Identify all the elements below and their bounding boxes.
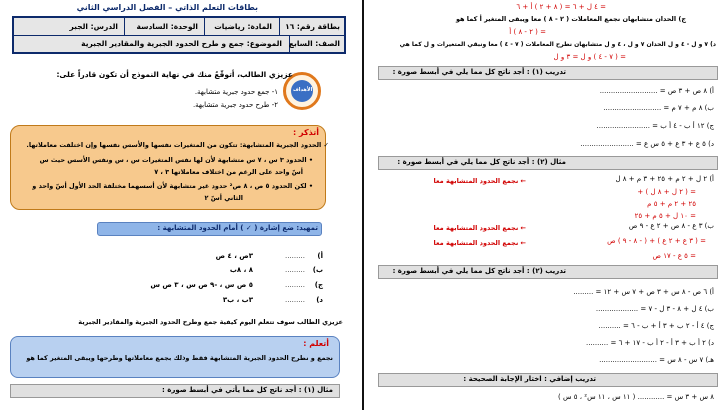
exercise-line[interactable]: ج) ١٢ أ ب - ٤ أ ب = ........................ bbox=[596, 122, 714, 130]
worked-line: د) ٧ و ل - ٤ و ل الحدان ٧ و ل ، ٤ و ل متشابهان نطرح المعاملات ( ٧ - ٤ ) معا ونبقي المتغيرات و ل كما هي bbox=[399, 41, 716, 48]
prep-title: تمهيد: ضع إشارة ( ✓ ) أمام الحدود المتشابهة : bbox=[157, 224, 318, 232]
note-arrow: ← نجمع الحدود المتشابهة معا bbox=[433, 177, 526, 185]
answer-blank[interactable]: ......... bbox=[284, 296, 305, 304]
worked-line: ٢٥ + ٢ م + ٥ م bbox=[647, 200, 696, 208]
goal-item: ١- جمع حدود جبرية متشابهة. bbox=[194, 88, 278, 96]
option-expression: ٨ ، ٨ب bbox=[229, 266, 253, 274]
lesson: الدرس: الجبر bbox=[69, 22, 118, 31]
card-number: بطاقة رقم: ١٦ bbox=[285, 22, 340, 31]
unit: الوحدة: السادسة bbox=[136, 22, 198, 31]
remember-line: الثاني أسّ ٢ bbox=[204, 194, 243, 202]
intro-text: عزيزي الطالب، أتوقّعُ منك في نهاية النموذج أن تكون قادراً على: bbox=[56, 70, 293, 79]
option-letter: د) bbox=[316, 296, 323, 304]
worked-line: ب) ٣ ع - ٨ ص + ٢ ع - ٩ ص bbox=[628, 222, 714, 230]
subject: المادة: رياضيات bbox=[214, 22, 272, 31]
dear-student-line: عزيزي الطالب سوف تتعلم اليوم كيفية جمع وطرح الحدود الجبرية والمقادير الجبرية bbox=[78, 318, 343, 326]
answer-blank[interactable]: ......... bbox=[284, 281, 305, 289]
exercise-line[interactable]: هـ) ٧ س - ٨ س = .......................... bbox=[599, 356, 714, 364]
worked-line: = ١٠ ل + ٥ م + ٢٥ bbox=[634, 212, 696, 220]
worked-line: = ( ٧ - ٤ ) و ل = ٣ و ل bbox=[553, 53, 626, 61]
example1-title: مثال (١) : أجد ناتج كل مما يأتي في أبسط صورة : bbox=[162, 386, 333, 394]
learn-title: أتعلم : bbox=[303, 339, 329, 348]
option-letter: أ) bbox=[317, 252, 323, 260]
worked-line: أ) ٢ ل + ٢ م + ٢٥ + ٣ م + ٨ ل bbox=[615, 175, 714, 183]
worked-line: = ( ٣ ع + ٢ ع ) + ( - ٨ - ٩ ) ص bbox=[607, 237, 706, 245]
worked-line: = ( ٢ ل + ٨ ل ) + bbox=[637, 188, 696, 196]
exercise-line[interactable]: أ) ٦ ص - ٨ س + ٣ ص + ٧ س + ١٢ = ......... bbox=[573, 288, 714, 296]
page-gutter bbox=[353, 0, 373, 410]
topic: الموضوع: جمع و طرح الحدود الجبرية والمقادير الجبرية bbox=[81, 39, 282, 48]
worked-line: = ( ٢ - ٨ ) أ bbox=[509, 28, 546, 36]
left-page bbox=[0, 0, 353, 410]
answer-blank[interactable]: ......... bbox=[284, 266, 305, 274]
remember-line: أسّ واحد على الرغم من اختلاف معاملاتها ٣ ، ٧ bbox=[154, 168, 303, 176]
remember-line: • الحدود ٣ س ، ٧ س متشابهة لأن لها نفس المتغيرات س ، س ونفس الأسس حيث س bbox=[39, 156, 313, 164]
note-arrow: ← نجمع الحدود المتشابهة معا bbox=[433, 239, 526, 247]
extra-training-title: تدريب إضافي : اختار الإجابة الصحيحة : bbox=[463, 375, 596, 383]
exercise-line[interactable]: ج) ٤ أ - ٢ ب + ٣ أ + ب - ٦ = .......... bbox=[598, 322, 714, 330]
worked-line: = ٤ ل + ٦ = ( ٨ + ٢ ) أ + ٦ bbox=[516, 3, 606, 11]
remember-line: ✓ الحدود الجبرية المتشابهة: تتكون من المتغيرات نفسها والأسس نفسها وإن اختلفت معاملاتها. bbox=[26, 141, 329, 149]
answer-blank[interactable]: ......... bbox=[284, 252, 305, 260]
exercise-line[interactable]: ٨ س + ٣ س = ............ ( ١١ س ، ١١ س² ، ٥ س ) bbox=[558, 393, 714, 401]
example2-title: مثال (٢) : أجد ناتج كل مما يلي في أبسط صورة : bbox=[397, 158, 566, 166]
page-title: بطاقات التعلم الذاتي – الفصل الدراسي الثاني bbox=[76, 3, 258, 12]
remember-title: أتذكر : bbox=[293, 128, 319, 137]
goal-item: ٢- طرح حدود جبرية متشابهة. bbox=[192, 101, 278, 109]
option-expression: ٣ب ، ب٣ bbox=[222, 296, 253, 304]
learn-body: نجمع و نطرح الحدود الجبرية المتشابهة فقط وذلك بجمع معاملاتها وطرحها ويبقى المتغير كما هو bbox=[26, 354, 333, 362]
right-page bbox=[373, 0, 726, 410]
logo-text: الأهداف bbox=[293, 87, 313, 93]
exercise-line[interactable]: د) ٥ ع + ٣ ع + ٥ س ع = ........................ bbox=[580, 140, 714, 148]
option-letter: ج) bbox=[314, 281, 323, 289]
training1-title: تدريب (١) : أجد ناتج كل مما يلي في أبسط صورة : bbox=[392, 68, 566, 76]
option-expression: ٥ ص س ، -٩ ص س ، ٣ ص س bbox=[150, 281, 253, 289]
worked-line: ج) الحدان متشابهان نجمع المعاملات ( ٢ - ٨ ) معا ويبقى المتغير أ كما هو bbox=[455, 15, 686, 23]
exercise-line[interactable]: ب) ٨ م + ٧ م = .......................... bbox=[603, 104, 714, 112]
exercise-line[interactable]: د) ٢ أ ب + ٣ أ - ٢ أ ب - ١٧ + ٦ = .......... bbox=[585, 339, 714, 347]
info-table bbox=[12, 16, 346, 54]
option-expression: ٣ص ، ٤ ص bbox=[215, 252, 253, 260]
training2-title: تدريب (٢) : أجد ناتج كل مما يلي في أبسط صورة : bbox=[392, 267, 566, 275]
grade: الصف: السابع bbox=[288, 39, 340, 48]
note-arrow: ← نجمع الحدود المتشابهة معا bbox=[433, 224, 526, 232]
remember-line: • لكن الحدود ٥ ص ، ٨ ص² حدود غير متشابهة لأن أسسهما مختلفة الحد الأول أسّ واحد و bbox=[32, 182, 313, 190]
worked-line: = ٥ ع - ١٧ ص bbox=[652, 252, 696, 260]
exercise-line[interactable]: أ) ٨ ص + ٣ ص = .......................... bbox=[599, 87, 714, 95]
exercise-line[interactable]: ب) ٤ ل + ٨ - ٣ ل - ٧ = ................... bbox=[595, 305, 714, 313]
option-letter: ب) bbox=[312, 266, 323, 274]
